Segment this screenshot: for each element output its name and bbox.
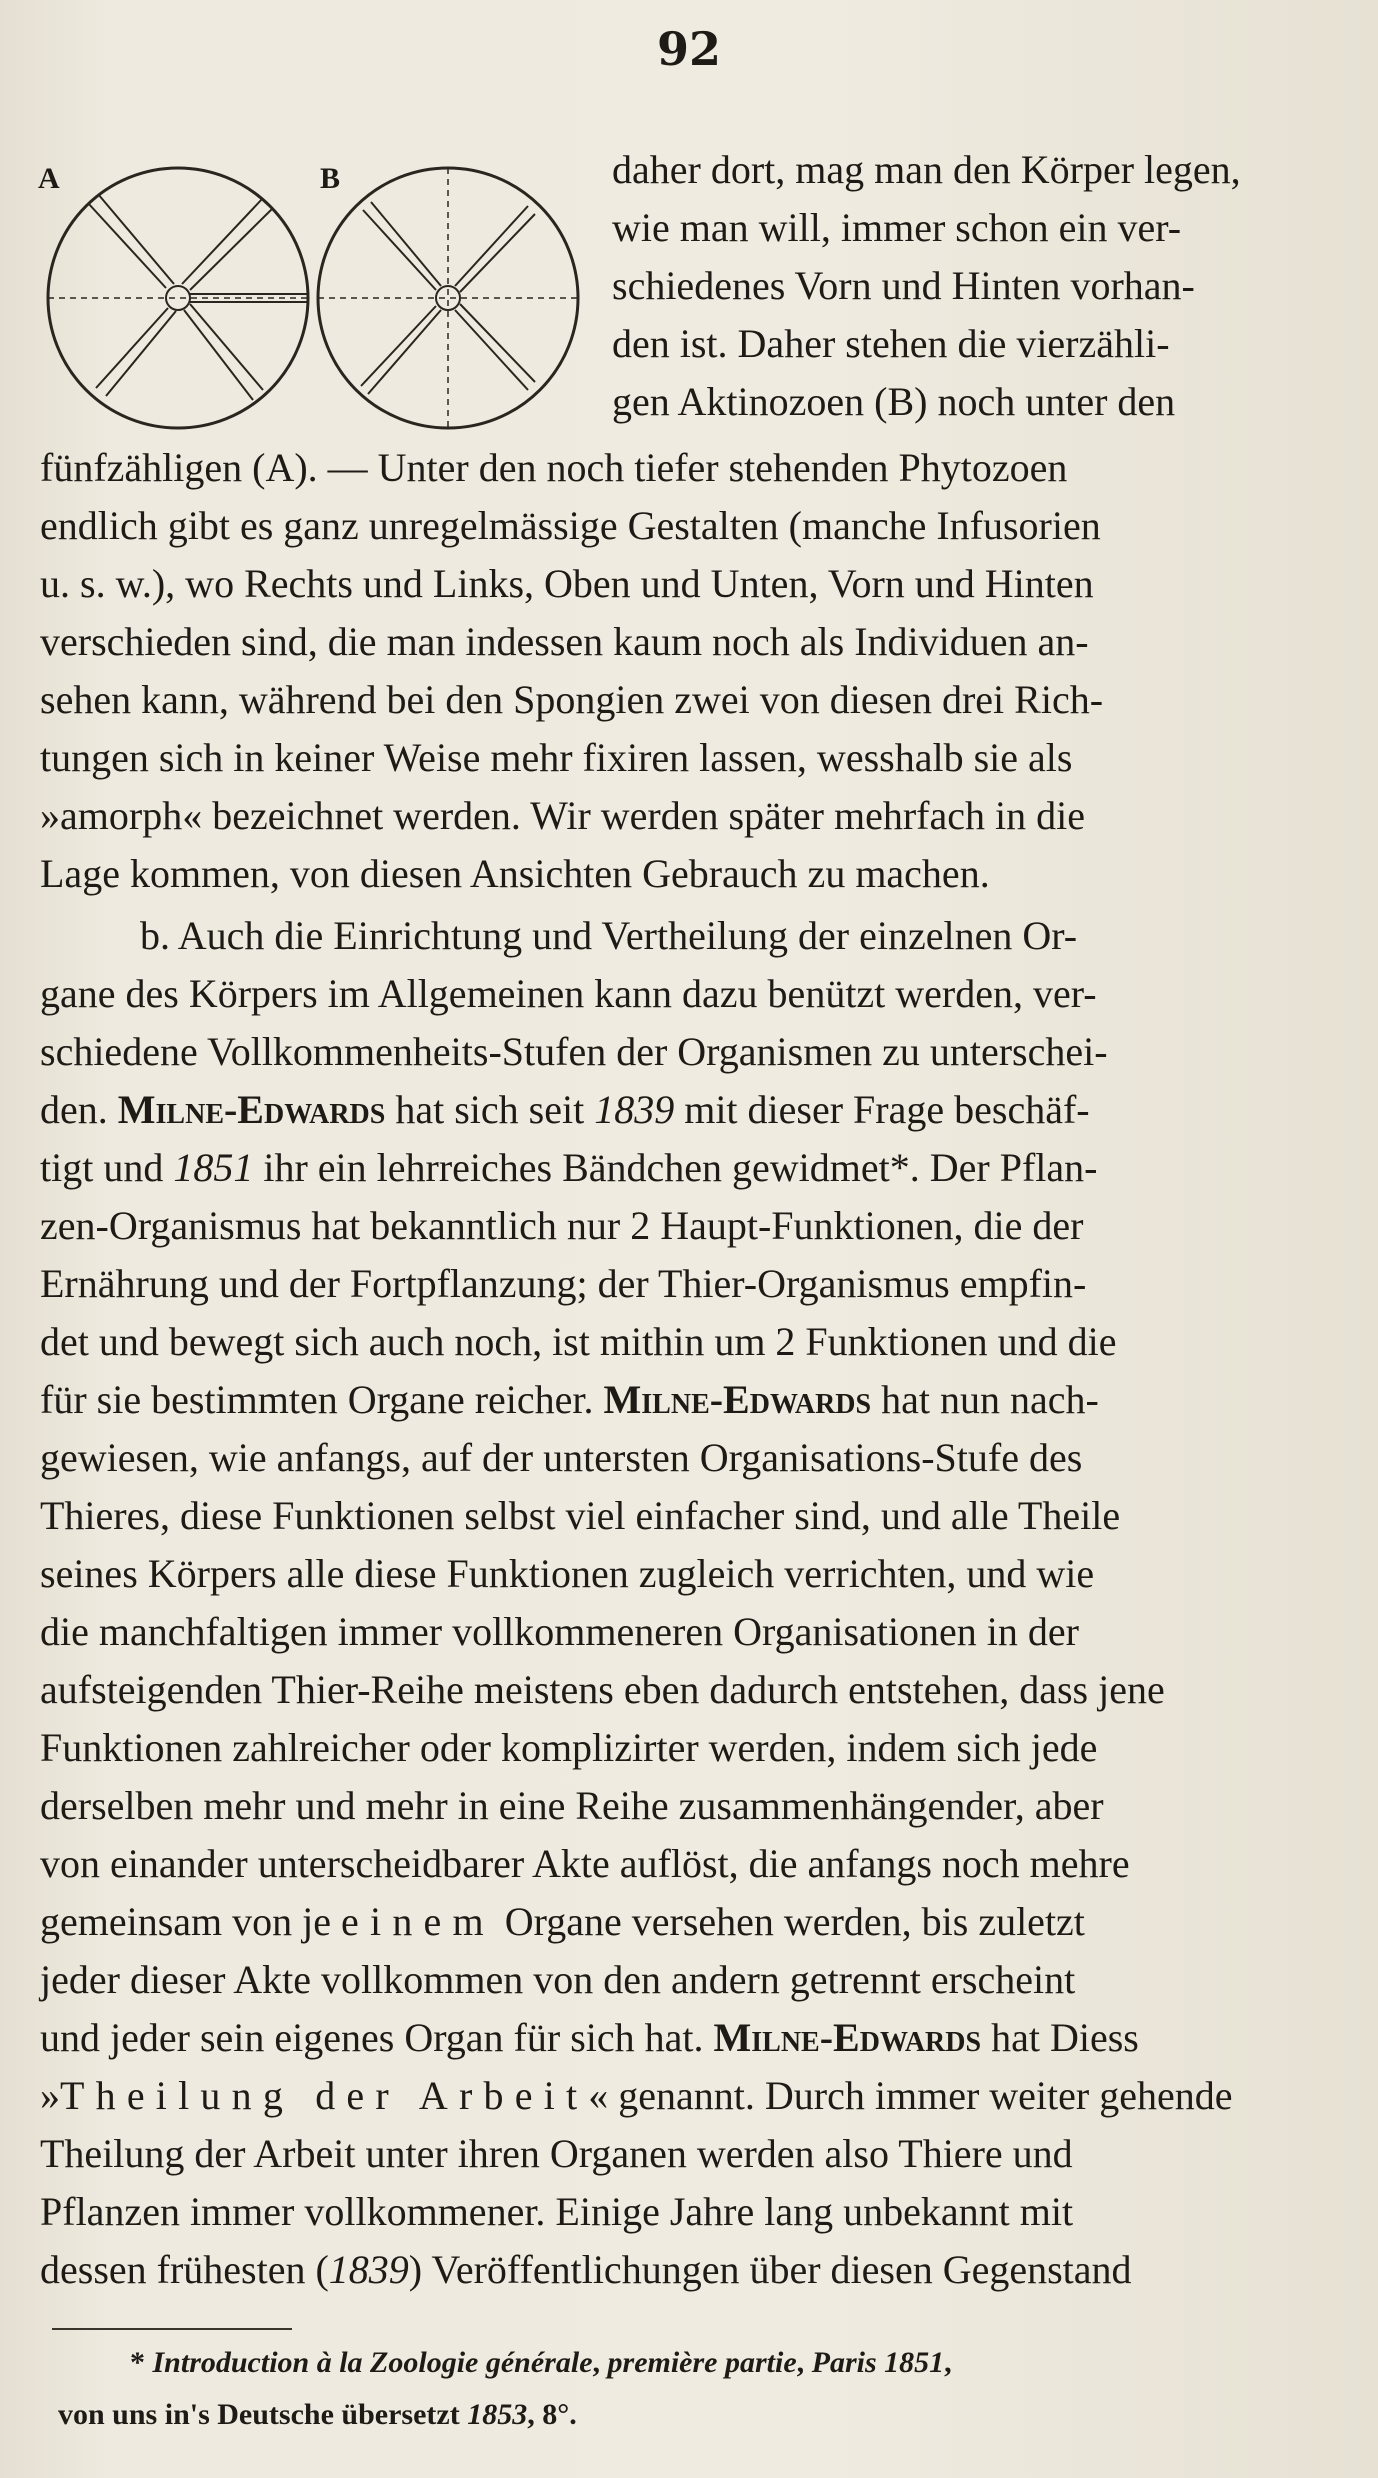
author-name: Milne-Edwards <box>603 1377 872 1422</box>
text-line: Theilung der Arbeit unter ihren Organen werden also Thiere und <box>40 2131 1073 2176</box>
year: 1839 <box>594 1087 675 1132</box>
text-run: , <box>592 2346 608 2379</box>
text-line: sehen kann, während bei den Spongien zwei von diesen drei Rich- <box>40 677 1104 722</box>
footnote-marker: * <box>130 2346 153 2379</box>
text-run: hat sich seit <box>385 1087 595 1132</box>
text-line: wie man will, immer schon ein ver- <box>612 205 1182 250</box>
text-line: verschieden sind, die man indessen kaum noch als Individuen an- <box>40 619 1089 664</box>
footnote-line <box>130 2346 952 2380</box>
year: 1839 <box>328 2247 409 2292</box>
author-name: Milne-Edwards <box>713 2015 982 2060</box>
text-run: für sie bestimmten Organe reicher. <box>40 1377 604 1422</box>
symmetry-figure <box>38 148 598 448</box>
text-line: derselben mehr und mehr in eine Reihe zusammenhängender, aber <box>40 1783 1104 1828</box>
text-line <box>40 1145 1098 1190</box>
footnote-part: première partie <box>607 2346 797 2379</box>
text-line: det und bewegt sich auch noch, ist mithin um 2 Funktionen und die <box>40 1319 1117 1364</box>
author-name: Milne-Edwards <box>117 1087 386 1132</box>
figure-label-a: A <box>38 162 60 195</box>
text-line <box>40 2015 1139 2060</box>
text-line: Lage kommen, von diesen Ansichten Gebrauch zu machen. <box>40 851 990 896</box>
text-run: und jeder sein eigenes Organ für sich hat. <box>40 2015 714 2060</box>
text-run: hat Diess <box>981 2015 1139 2060</box>
text-run: Organe versehen werden, bis zuletzt <box>494 1899 1085 1944</box>
text-run: mit dieser Frage beschäf- <box>674 1087 1090 1132</box>
text-line: daher dort, mag man den Körper legen, <box>612 147 1241 192</box>
text-run: , <box>944 2346 952 2379</box>
text-line: seines Körpers alle diese Funktionen zugleich verrichten, und wie <box>40 1551 1095 1596</box>
circle-b-diagram <box>318 168 578 428</box>
text-line: endlich gibt es ganz unregelmässige Gestalten (manche Infusorien <box>40 503 1101 548</box>
text-run: » <box>40 2073 60 2118</box>
footnote-line <box>58 2398 577 2432</box>
text-run: gemeinsam von je <box>40 1899 342 1944</box>
text-line: schiedenes Vorn und Hinten vorhan- <box>612 263 1195 308</box>
spaced-emphasis: Theilung der Arbeit <box>60 2073 589 2118</box>
text-line: aufsteigenden Thier-Reihe meistens eben dadurch entstehen, dass jene <box>40 1667 1165 1712</box>
text-run: ) Veröffentlichungen über diesen Gegenstand <box>408 2247 1132 2292</box>
text-run: « genannt. Durch immer weiter gehende <box>588 2073 1233 2118</box>
text-line: Funktionen zahlreicher oder komplizirter werden, indem sich jede <box>40 1725 1098 1770</box>
text-line: die manchfaltigen immer vollkommeneren Organisationen in der <box>40 1609 1079 1654</box>
circle-a-diagram <box>48 168 308 428</box>
text-run: tigt und <box>40 1145 174 1190</box>
footnote-rule <box>52 2328 292 2330</box>
footnote-year: 1853 <box>467 2398 528 2431</box>
text-line: »amorph« bezeichnet werden. Wir werden später mehrfach in die <box>40 793 1085 838</box>
text-line: tungen sich in keiner Weise mehr fixiren lassen, wesshalb sie als <box>40 735 1073 780</box>
text-line: u. s. w.), wo Rechts und Links, Oben und Unten, Vorn und Hinten <box>40 561 1094 606</box>
year: 1851 <box>173 1145 254 1190</box>
page-number: 92 <box>656 22 721 76</box>
text-run: hat nun nach- <box>871 1377 1099 1422</box>
figure-label-b: B <box>320 162 341 195</box>
text-line: b. Auch die Einrichtung und Vertheilung der einzelnen Or- <box>140 913 1078 958</box>
text-run: den. <box>40 1087 118 1132</box>
text-line: den ist. Daher stehen die vierzähli- <box>612 321 1170 366</box>
spaced-emphasis: einem <box>341 1899 495 1944</box>
text-run: , 8°. <box>527 2398 577 2431</box>
text-line: gen Aktinozoen (B) noch unter den <box>612 379 1176 424</box>
text-line <box>40 1377 1099 1422</box>
footnote-title: Introduction à la Zoologie générale <box>152 2346 593 2379</box>
text-line: Pflanzen immer vollkommener. Einige Jahre lang unbekannt mit <box>40 2189 1074 2234</box>
text-line: von einander unterscheidbarer Akte auflöst, die anfangs noch mehre <box>40 1841 1130 1886</box>
text-line <box>40 2073 1233 2118</box>
text-line <box>40 1899 1085 1944</box>
text-run: dessen frühesten ( <box>40 2247 329 2292</box>
text-line: jeder dieser Akte vollkommen von den andern getrennt erscheint <box>40 1957 1076 2002</box>
text-run: von uns in's Deutsche übersetzt <box>58 2398 468 2431</box>
text-line <box>40 1087 1090 1132</box>
text-line: gane des Körpers im Allgemeinen kann dazu benützt werden, ver- <box>40 971 1097 1016</box>
text-run: , <box>796 2346 812 2379</box>
text-line: zen-Organismus hat bekanntlich nur 2 Haupt-Funktionen, die der <box>40 1203 1084 1248</box>
text-line: schiedene Vollkommenheits-Stufen der Organismen zu unterschei- <box>40 1029 1108 1074</box>
text-run: ihr ein lehrreiches Bändchen gewidmet*. Der Pflan- <box>253 1145 1098 1190</box>
text-line: Thieres, diese Funktionen selbst viel einfacher sind, und alle Theile <box>40 1493 1121 1538</box>
text-line: fünfzähligen (A). — Unter den noch tiefer stehenden Phytozoen <box>40 445 1068 490</box>
text-line: Ernährung und der Fortpflanzung; der Thier-Organismus empfin- <box>40 1261 1087 1306</box>
footnote-place-year: Paris 1851 <box>811 2346 945 2379</box>
text-line: gewiesen, wie anfangs, auf der untersten Organisations-Stufe des <box>40 1435 1083 1480</box>
text-line <box>40 2247 1132 2292</box>
